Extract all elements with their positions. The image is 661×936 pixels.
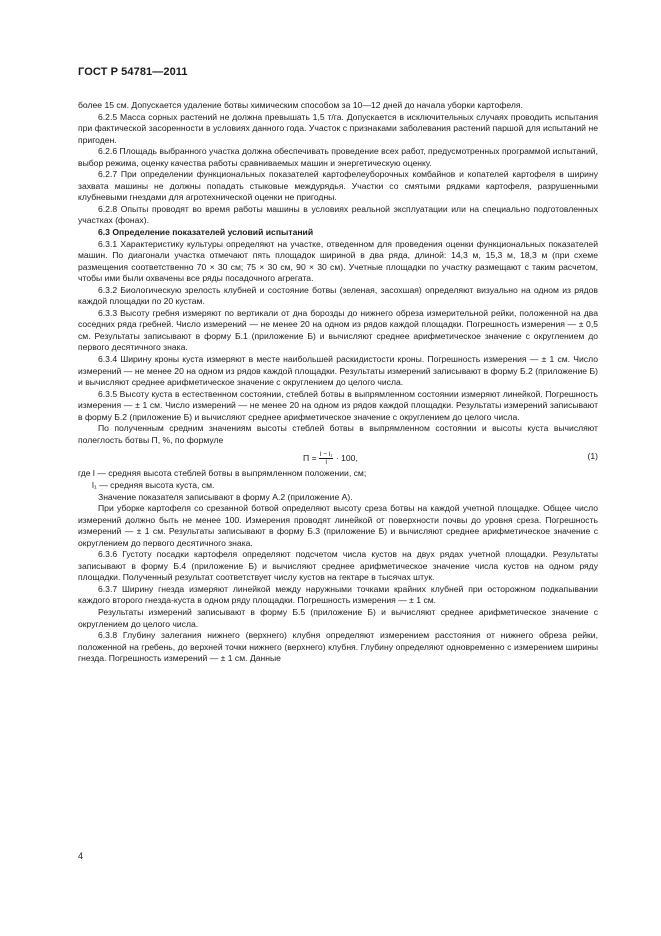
paragraph-6-3-3: 6.3.3 Высоту гребня измеряют по вертикали от дна борозды до нижнего обреза измерительной рейки, положенной на два соседних ряда гребней. Число измерений — не менее 20 на одном из рядов каждой площадки. Погрешность измерения — ± 0,5 см. Результаты записывают в форму Б.1 (приложение Б) и вычисляют среднее арифметическое значение с округлением до первого десятичного знака. xyxy=(78,307,598,353)
formula-lhs: П = xyxy=(303,453,317,464)
paragraph-6-2-8: 6.2.8 Опыты проводят во время работы машины в условиях реальной эксплуатации или на специально подготовленных участках (фонах). xyxy=(78,203,598,226)
paragraph-6-3-2: 6.3.2 Биологическую зрелость клубней и состояние ботвы (зеленая, засохшая) определяют визуально на одном из рядов каждой площадки по 20 кустам. xyxy=(78,284,598,307)
document-body xyxy=(78,100,598,665)
paragraph-6-2-5: 6.2.5 Масса сорных растений не должна превышать 1,5 т/га. Допускается в исключительных случаях проводить испытания при фактической засоренности в условиях данного года. Участок с признаками заболевания растений паршой для испытаний не пригоден. xyxy=(78,111,598,145)
document-header: ГОСТ Р 54781—2011 xyxy=(78,66,188,78)
paragraph-6-3-7: 6.3.7 Ширину гнезда измеряют линейкой между наружными точками крайних клубней при осторожном подкапывании каждого второго гнезда-куста в одном ряду площадки. Погрешность измерения — ± 1 см. xyxy=(78,583,598,606)
paragraph-6-3-6: 6.3.6 Густоту посадки картофеля определяют подсчетом числа кустов на двух рядах учетной площадки. Результаты записывают в форму Б.4 (приложение Б) и вычисляют среднее арифметическое значение числа кустов на одном ряду площадки. Полученный результат соответствует числу кустов на гектаре в тысячах штук. xyxy=(78,549,598,583)
paragraph-6-2-7: 6.2.7 При определении функциональных показателей картофелеуборочных комбайнов и копателей картофеля в ширину захвата машины не должны попадать стыковые междурядья. Участки со смятыми рядками картофеля, разрушенными клубневыми гнездами для агротехнической оценки не пригодны. xyxy=(78,169,598,203)
paragraph-6-2-6: 6.2.6 Площадь выбранного участка должна обеспечивать проведение всех работ, предусмотренных программой испытаний, выбор режима, оценку качества работы сравниваемых машин и энергетическую оценку. xyxy=(78,146,598,168)
formula-where-l1: l₁ — средняя высота куста, см. xyxy=(92,479,215,490)
paragraph-6-3-1: 6.3.1 Характеристику культуры определяют на участке, отведенном для проведения оценки функциональных показателей машин. По диагонали участка отмечают пять площадок шириной в два ряда, длиной: 14,3 м, 15,3 м, 18,3 м (при схеме размещения соответственно 70 × 30 см; 75 × 30 см, 90 × 30 см). Учетные площадки по участку размещают с таким расчетом, чтобы ими были охвачены все ряды посадочного агрегата. xyxy=(78,238,598,284)
paragraph-6-3-4: 6.3.4 Ширину кроны куста измеряют в месте наибольшей раскидистости кроны. Погрешность измерения — ± 1 см. Число измерений — не менее 20 на одном из рядов каждой площадки. Результаты измерений записывают в форму Б.2 (приложение Б) и вычисляют среднее арифметическое значение с округлением до целого числа. xyxy=(78,354,598,388)
formula-1 xyxy=(78,446,598,468)
paragraph-harvest-cut: При уборке картофеля со срезанной ботвой определяют высоту среза ботвы на каждой учетной площадке. Общее число измерений должно быть не менее 100. Измерения проводят линейкой от поверхности почвы до уровня среза. Погрешность измерений — ± 1 см. Результаты записывают в форму Б.3 (приложение Б) и вычисляют среднее арифметическое значение с округлением до первого десятичного знака. xyxy=(78,503,598,548)
formula-denominator: l xyxy=(325,459,327,467)
paragraph-6-3-5: 6.3.5 Высоту куста в естественном состоянии, стеблей ботвы в выпрямленном состоянии измеряют линейкой. Погрешность измерения — ± 1 см. Число измерений — не менее 20 на одном из рядов каждой площадки. Результаты измерений записывают в форму Б.2 (приложение Б) и вычисляют среднее арифметическое значение с округлением до целого числа. xyxy=(78,388,598,422)
formula-number: (1) xyxy=(587,451,598,462)
formula-expression xyxy=(303,451,358,466)
formula-fraction xyxy=(319,451,334,466)
paragraph-value-record: Значение показателя записывают в форму А.2 (приложение А). xyxy=(98,491,353,502)
paragraph-6-3-5-formula-intro: По полученным средним значениям высоты стеблей ботвы в выпрямленном состоянии и высоты куста вычисляют полеглость ботвы П, %, по формуле xyxy=(78,423,598,445)
formula-numerator: l − l₁ xyxy=(319,451,333,459)
formula-where-l: где l — средняя высота стеблей ботвы в выпрямленном положении, см; xyxy=(78,468,367,479)
page-number: 4 xyxy=(78,851,84,861)
paragraph-6-3-7-results: Результаты измерений записывают в форму Б.5 (приложение Б) и вычисляют среднее арифметическое значение с округлением до целого числа. xyxy=(78,606,598,629)
section-heading-6-3: 6.3 Определение показателей условий испытаний xyxy=(98,227,314,238)
paragraph-continuation: более 15 см. Допускается удаление ботвы химическим способом за 10—12 дней до начала уборки картофеля. xyxy=(78,100,523,110)
formula-rhs: · 100, xyxy=(335,453,358,464)
paragraph-6-3-8: 6.3.8 Глубину залегания нижнего (верхнего) клубня определяют измерением расстояния от нижнего обреза рейки, положенной на гребень, до верхней точки нижнего (верхнего) клубня. Глубину определяют одновременно с измерением ширины гнезда. Погрешность измерений — ± 1 см. Данные xyxy=(78,630,598,664)
